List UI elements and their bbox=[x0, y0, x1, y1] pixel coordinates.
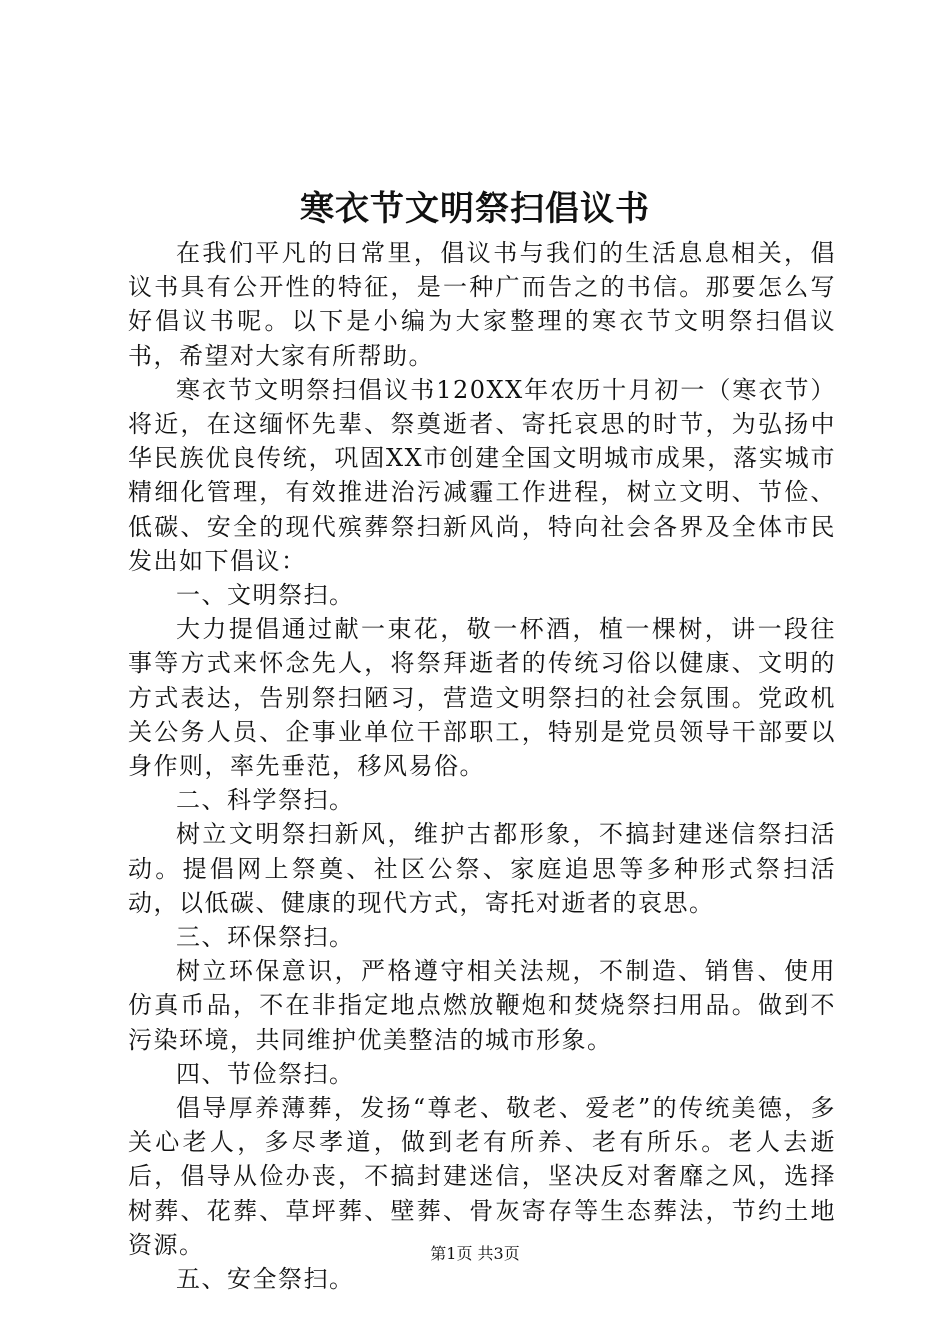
section-paragraph: 树立环保意识，严格遵守相关法规，不制造、销售、使用仿真币品，不在非指定地点燃放鞭炮和焚烧祭扫用品。做到不污染环境，共同维护优美整洁的城市形象。 bbox=[128, 957, 836, 1054]
section-heading: 三、环保祭扫。 bbox=[176, 923, 355, 952]
section-paragraph: 树立文明祭扫新风，维护古都形象，不搞封建迷信祭扫活动。提倡网上祭奠、社区公祭、家庭追思等多种形式祭扫活动，以低碳、健康的现代方式，寄托对逝者的哀思。 bbox=[128, 820, 836, 917]
intro-paragraph: 在我们平凡的日常里，倡议书与我们的生活息息相关，倡议书具有公开性的特征，是一种广而告之的书信。那要怎么写好倡议书呢。以下是小编为大家整理的寒衣节文明祭扫倡议书，希望对大家有所帮助。 bbox=[128, 239, 836, 370]
page-footer: 第1页 共3页 bbox=[430, 1244, 520, 1263]
section-heading: 五、安全祭扫。 bbox=[176, 1265, 355, 1294]
section-paragraph: 倡导厚养薄葬，发扬“尊老、敬老、爱老”的传统美德，多关心老人，多尽孝道，做到老有所养、老有所乐。老人去逝后，倡导从俭办丧，不搞封建迷信，坚决反对奢靡之风，选择树葬、花葬、草坪葬、壁葬、骨灰寄存等生态葬法，节约土地资源。 bbox=[128, 1094, 836, 1259]
document-title: 寒衣节文明祭扫倡议书 bbox=[300, 189, 650, 229]
section-heading: 二、科学祭扫。 bbox=[176, 786, 355, 815]
preamble-paragraph: 寒衣节文明祭扫倡议书120XX年农历十月初一（寒衣节）将近，在这缅怀先辈、祭奠逝者、寄托哀思的时节，为弘扬中华民族优良传统，巩固XX市创建全国文明城市成果，落实城市精细化管理，有效推进治污减霾工作进程，树立文明、节俭、低碳、安全的现代殡葬祭扫新风尚，特向社会各界及全体市民发出如下倡议： bbox=[128, 375, 836, 575]
document-body bbox=[128, 236, 836, 1296]
section-paragraph: 大力提倡通过献一束花，敬一杯酒，植一棵树，讲一段往事等方式来怀念先人，将祭拜逝者的传统习俗以健康、文明的方式表达，告别祭扫陋习，营造文明祭扫的社会氛围。党政机关公务人员、企事业单位干部职工，特别是党员领导干部要以身作则，率先垂范，移风易俗。 bbox=[128, 615, 836, 781]
section-heading: 四、节俭祭扫。 bbox=[176, 1059, 355, 1088]
section-heading: 一、文明祭扫。 bbox=[176, 581, 355, 610]
